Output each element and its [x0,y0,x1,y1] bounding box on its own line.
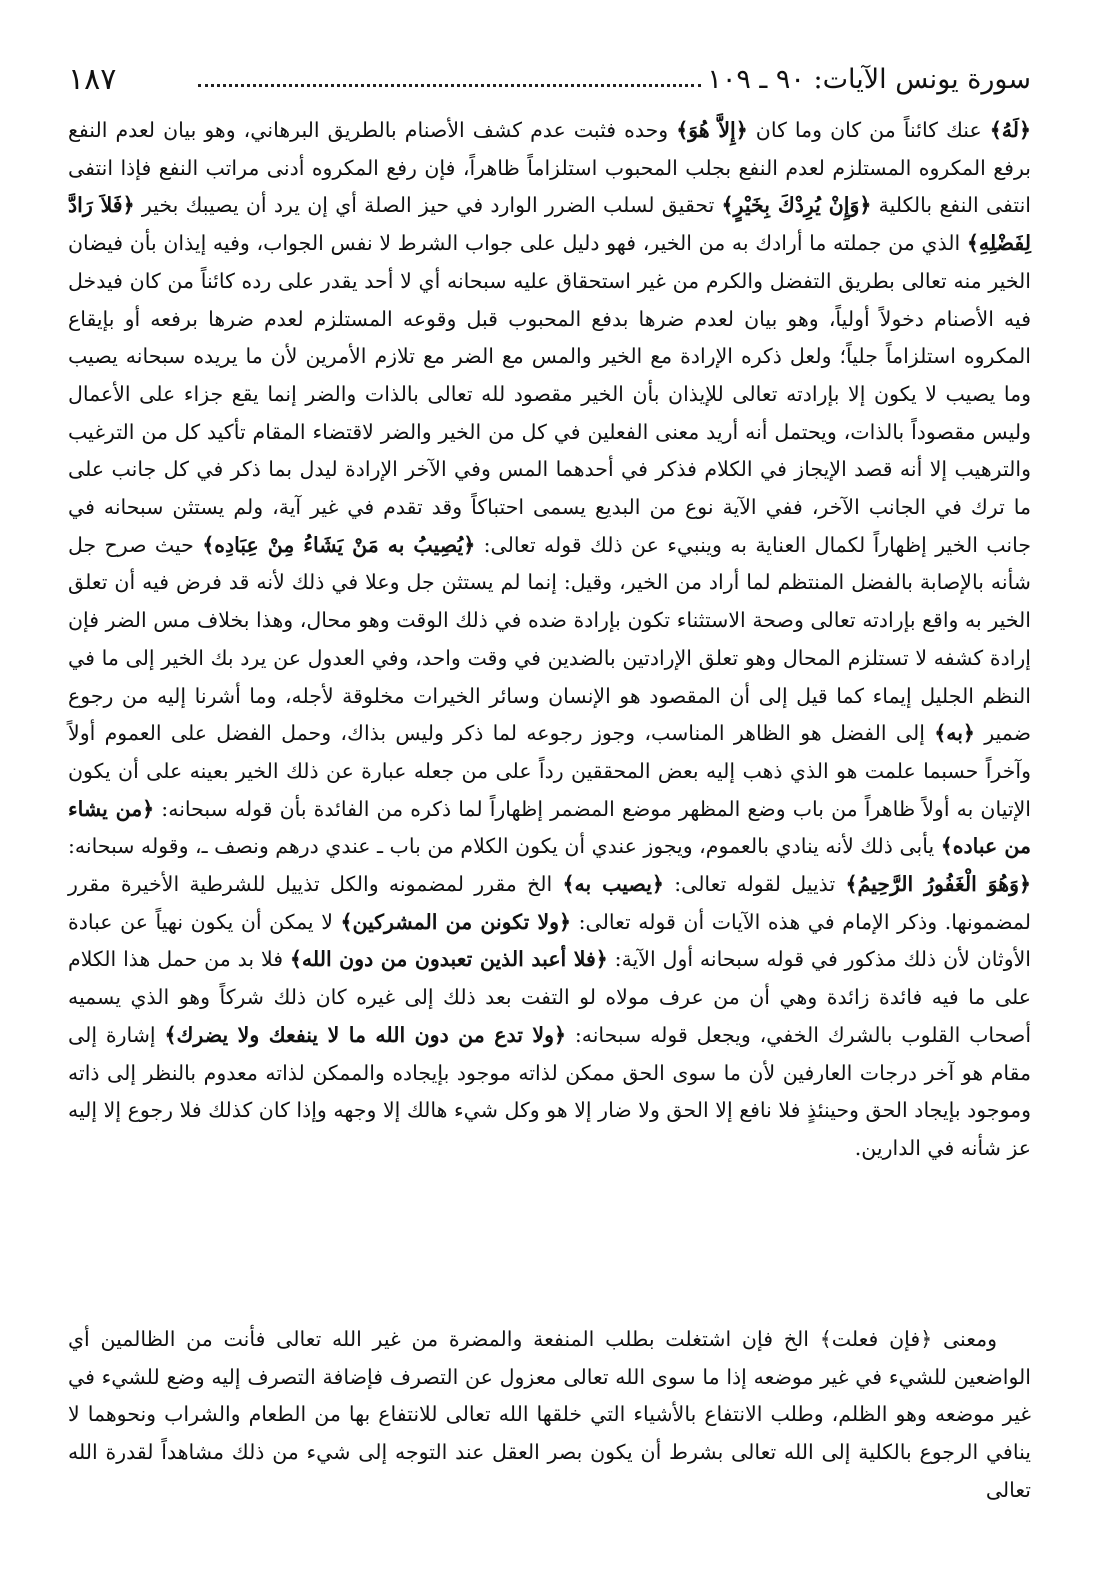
text-segment: فلا بد من حمل هذا الكلام على ما فيه فائدة زائدة وهي أن من عرف مولاه لو التفت بعد ذلك إلى غيره كان ذلك شركاً وهو الذي يسميه أصحاب القلوب بالشرك الخفي، ويجعل قوله سبحانه: [68,947,1032,1047]
quran-quote: ﴿وَهُوَ الْغَفُورُ الرَّحِيمُ﴾ [845,872,1031,897]
quran-quote: ﴿لَهُ﴾ [989,118,1031,142]
text-segment: ومعنى [932,1327,998,1351]
quran-quote: ﴿فَلاَ رَادَّ لِفَضْلِهِ﴾ [68,193,1031,256]
page-number: ١٨٧ [68,62,117,97]
text-segment: وحده فثبت عدم كشف الأصنام بالطريق البرهاني، وهو بيان لعدم النفع برفع المكروه المستلزم لعدم النفع بجلب المحبوب استلزاماً ظاهراً، فإن رفع المكروه أدنى مراتب النفع فإذا انتفى انتفى النفع بالكلية [68,118,1032,218]
quran-quote: ﴿فلا أعبد الذين تعبدون من دون الله﴾ [289,947,608,972]
quran-quote: ﴿فإن فعلت﴾ [819,1327,933,1351]
text-segment: الخ مقرر لمضمونه والكل تذييل للشرطية الأخيرة مقرر لمضمونها. وذكر الإمام في هذه الآيات أن قوله تعالى: [68,872,1031,934]
quran-quote: ﴿ولا تدع من دون الله ما لا ينفعك ولا يضرك﴾ [164,1022,566,1047]
text-segment: لا يمكن أن يكون نهياً عن عبادة الأوثان لأن ذلك مذكور في قوله سبحانه أول الآية: [68,909,1031,972]
running-header [68,62,1031,102]
text-segment: حيث صرح جل شأنه بالإصابة بالفضل المنتظم لما أراد من الخير، وقيل: إنما لم يستثن جل وعلا في ذلك لأنه قد فرض فيه أن تعلق الخير به واقع بإرادته تعالى وصحة الاستثناء تكون بإرادة ضده في ذلك الوقت وهو محال، وهذا بخلاف مس الضر فإن إرادة كشفه لا تستلزم المحال وهو تعلق الإرادتين بالضدين في وقت واحد، وفي العدول عن يرد بك الخير إلى ما في النظم الجليل إيماء كما قيل إلى أن المقصود هو الإنسان وسائر الخيرات مخلوقة لأجله، وما أشرنا إليه من رجوع ضمير [68,532,1031,746]
quran-quote: ﴿يصيب به﴾ [562,872,664,897]
text-segment: تذييل لقوله تعالى: [663,872,846,897]
body-paragraph [68,112,1031,1168]
text-segment: إشارة إلى مقام هو آخر درجات العارفين لأن ما سوى الحق ممكن لذاته موجود بإيجاده والممكن لذاته معدوم بالنظر إلى ذاته وموجود بإيجاد الحق وحينئذٍ فلا نافع إلا الحق ولا ضار إلا هو وكل شيء هالك إلا وجهه وإذا كان كذلك فلا رجوع إلا إليه عز شأنه في الدارين. [68,1022,1031,1160]
leader-dots [198,84,701,87]
text-segment: عنك كائناً من كان وما كان [747,118,990,142]
running-header-title: سورة يونس الآيات: ٩٠ ـ ١٠٩ [707,64,1031,95]
text-segment: يأبى ذلك لأنه ينادي بالعموم، ويجوز عندي أن يكون الكلام من باب ـ عندي درهم ونصف ـ، وقوله سبحانه: [68,834,941,859]
text-segment: إلى الفضل هو الظاهر المناسب، وجوز رجوعه لما ذكر وليس بذاك، وحمل الفضل على العموم أولاً وآخراً حسبما علمت هو الذي ذهب إليه بعض المحققين رداً على من جعله عبارة عن ذلك الخير بعينه على أن يكون الإتيان به أولاً ظاهراً من باب وضع المظهر موضع المضمر إظهاراً لما ذكره من الفائدة بأن قوله سبحانه: [68,721,1031,821]
quran-quote: ﴿يُصِيبُ به مَنْ يَشَاءُ مِنْ عِبَادِه﴾ [202,532,476,557]
text-segment: الذي من جملته ما أرادك به من الخير، فهو دليل على جواب الشرط لا نفس الجواب، وفيه إيذان بأن فيضان الخير منه تعالى بطريق التفضل والكرم من غير استحقاق عليه سبحانه أي لا أحد يقدر على رده كائناً من كان فيدخل فيه الأصنام دخولاً أولياً، وهو بيان لعدم ضرها بدفع المحبوب قبل وقوعه المستلزم لعدم ضرها برفعه أو بإيقاع المكروه استلزاماً جلياً؛ ولعل ذكره الإرادة مع الخير والمس مع الضر مع تلازم الأمرين لأن ما يريده سبحانه يصيب وما يصيب لا يكون إلا بإرادته تعالى للإيذان بأن الخير مقصود لله تعالى بالذات والضر إنما يقع جزاء على الأعمال وليس مقصوداً بالذات، ويحتمل أنه أريد معنى الفعلين في كل من الخير والضر لاقتضاء المقام تأكيد كل من الترغيب والترهيب إلا أنه قصد الإيجاز في الكلام فذكر في أحدهما المس وفي الآخر الإرادة ليدل بما ذكر في كل جانب على ما ترك في الجانب الآخر، ففي الآية نوع من البديع يسمى احتباكاً وقد تقدم في غير آية، ولم يستثن سبحانه في جانب الخير إظهاراً لكمال العناية به وينبيء عن ذلك قوله تعالى: [68,231,1031,557]
quran-quote: ﴿به﴾ [934,721,975,746]
quran-quote: ﴿وَإِنْ يُرِدْكَ بِخَيْرٍ﴾ [721,193,872,218]
text-segment: الخ فإن اشتغلت بطلب المنفعة والمضرة من غير الله تعالى فأنت من الظالمين أي الواضعين للشيء في غير موضعه إذا ما سوى الله تعالى معزول عن التصرف فإضافة التصرف إليه وضع للشيء في غير موضعه وهو الظلم، وطلب الانتفاع بالأشياء التي خلقها الله تعالى للانتفاع بها من الطعام والشراب ونحوهما لا ينافي الرجوع بالكلية إلى الله تعالى بشرط أن يكون بصر العقل عند التوجه إلى شيء من ذلك مشاهداً لقدرة الله تعالى [68,1327,1031,1502]
body-paragraph [68,1321,1031,1510]
quran-quote: ﴿من يشاء من عباده﴾ [68,796,1031,859]
quran-quote: ﴿ولا تكونن من المشركين﴾ [340,909,572,934]
quran-quote: ﴿إِلاَّ هُوَ﴾ [676,118,748,142]
text-segment: تحقيق لسلب الضرر الوارد في حيز الصلة أي إن يرد أن يصيبك بخير [134,193,722,218]
